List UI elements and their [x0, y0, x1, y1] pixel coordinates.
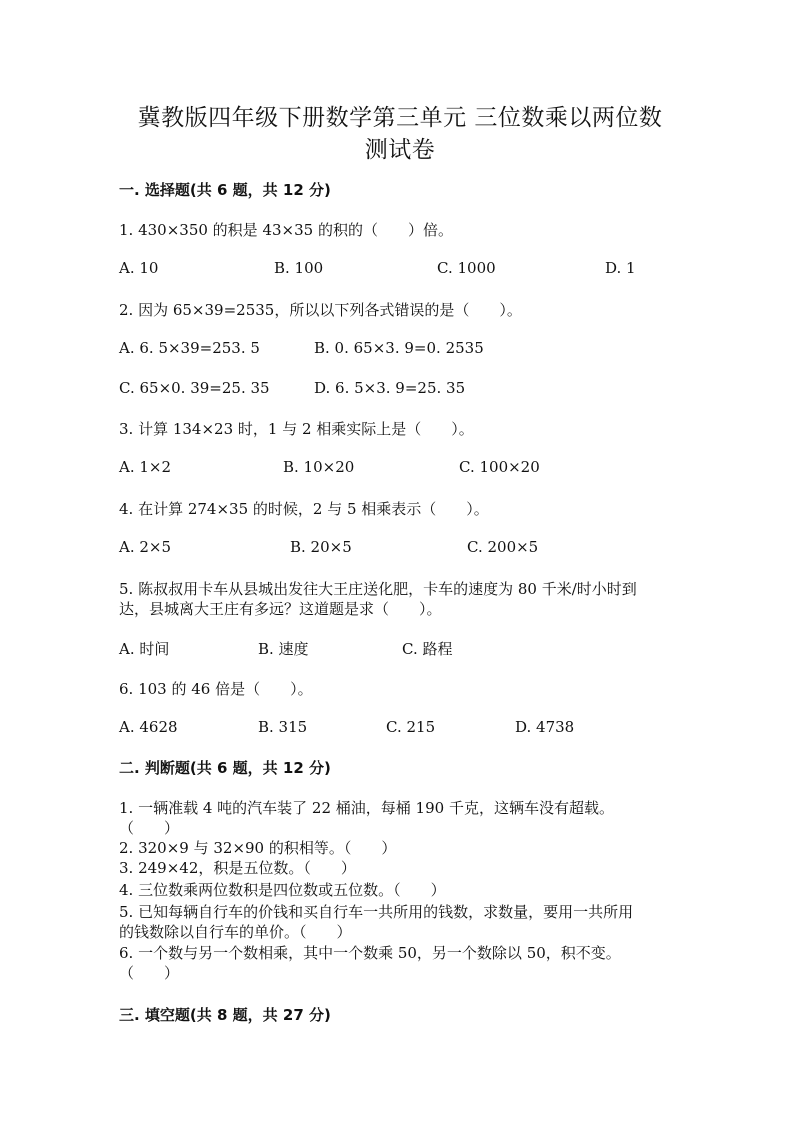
- page-title-continued: 测试卷: [364, 137, 436, 163]
- option-b: B. 0. 65×3. 9=0. 2535: [314, 339, 484, 357]
- judge-item-continued: 的钱数除以自行车的单价。（ ）: [119, 923, 352, 941]
- question-stem: 5. 陈叔叔用卡车从县城出发往大王庄送化肥，卡车的速度为 80 千米/时小时到: [119, 580, 637, 598]
- option-b: B. 速度: [258, 640, 309, 658]
- judge-item-blank: （ ）: [119, 964, 180, 982]
- section-heading-judge: 二. 判断题(共 6 题，共 12 分): [119, 759, 331, 777]
- option-b: B. 20×5: [290, 538, 352, 556]
- option-a: A. 1×2: [119, 458, 172, 476]
- option-b: B. 100: [274, 259, 324, 277]
- page-title: 冀教版四年级下册数学第三单元 三位数乘以两位数: [137, 105, 663, 131]
- option-d: D. 6. 5×3. 9=25. 35: [314, 379, 466, 397]
- option-a: A. 6. 5×39=253. 5: [119, 339, 260, 357]
- question-stem: 6. 103 的 46 倍是（ ）。: [119, 680, 313, 698]
- section-heading-choice: 一. 选择题(共 6 题，共 12 分): [119, 181, 331, 199]
- question-stem: 1. 430×350 的积是 43×35 的积的（ ）倍。: [119, 221, 453, 239]
- option-d: D. 1: [605, 259, 636, 277]
- question-stem: 4. 在计算 274×35 的时候，2 与 5 相乘表示（ ）。: [119, 500, 489, 518]
- question-stem-continued: 达，县城离大王庄有多远？这道题是求（ ）。: [119, 600, 442, 618]
- option-c: C. 215: [386, 718, 436, 736]
- option-a: A. 10: [119, 259, 159, 277]
- option-b: B. 10×20: [283, 458, 355, 476]
- judge-item: 6. 一个数与另一个数相乘，其中一个数乘 50，另一个数除以 50，积不变。: [119, 944, 621, 962]
- option-a: A. 4628: [119, 718, 178, 736]
- question-stem: 2. 因为 65×39=2535，所以以下列各式错误的是（ ）。: [119, 301, 522, 319]
- option-c: C. 200×5: [467, 538, 539, 556]
- option-c: C. 路程: [402, 640, 453, 658]
- judge-item-blank: （ ）: [119, 819, 180, 837]
- judge-item: 5. 已知每辆自行车的价钱和买自行车一共所用的钱数，求数量，要用一共所用: [119, 903, 634, 921]
- option-c: C. 65×0. 39=25. 35: [119, 379, 270, 397]
- option-a: A. 时间: [119, 640, 170, 658]
- judge-item: 2. 320×9 与 32×90 的积相等。（ ）: [119, 839, 397, 857]
- judge-item: 3. 249×42，积是五位数。（ ）: [119, 859, 356, 877]
- option-b: B. 315: [258, 718, 308, 736]
- judge-item: 4. 三位数乘两位数积是四位数或五位数。（ ）: [119, 881, 446, 899]
- option-c: C. 100×20: [459, 458, 540, 476]
- question-stem: 3. 计算 134×23 时，1 与 2 相乘实际上是（ ）。: [119, 420, 474, 438]
- section-heading-fill: 三. 填空题(共 8 题，共 27 分): [119, 1006, 331, 1024]
- judge-item: 1. 一辆准载 4 吨的汽车装了 22 桶油，每桶 190 千克，这辆车没有超载。: [119, 799, 614, 817]
- option-a: A. 2×5: [119, 538, 172, 556]
- option-c: C. 1000: [437, 259, 496, 277]
- option-d: D. 4738: [515, 718, 575, 736]
